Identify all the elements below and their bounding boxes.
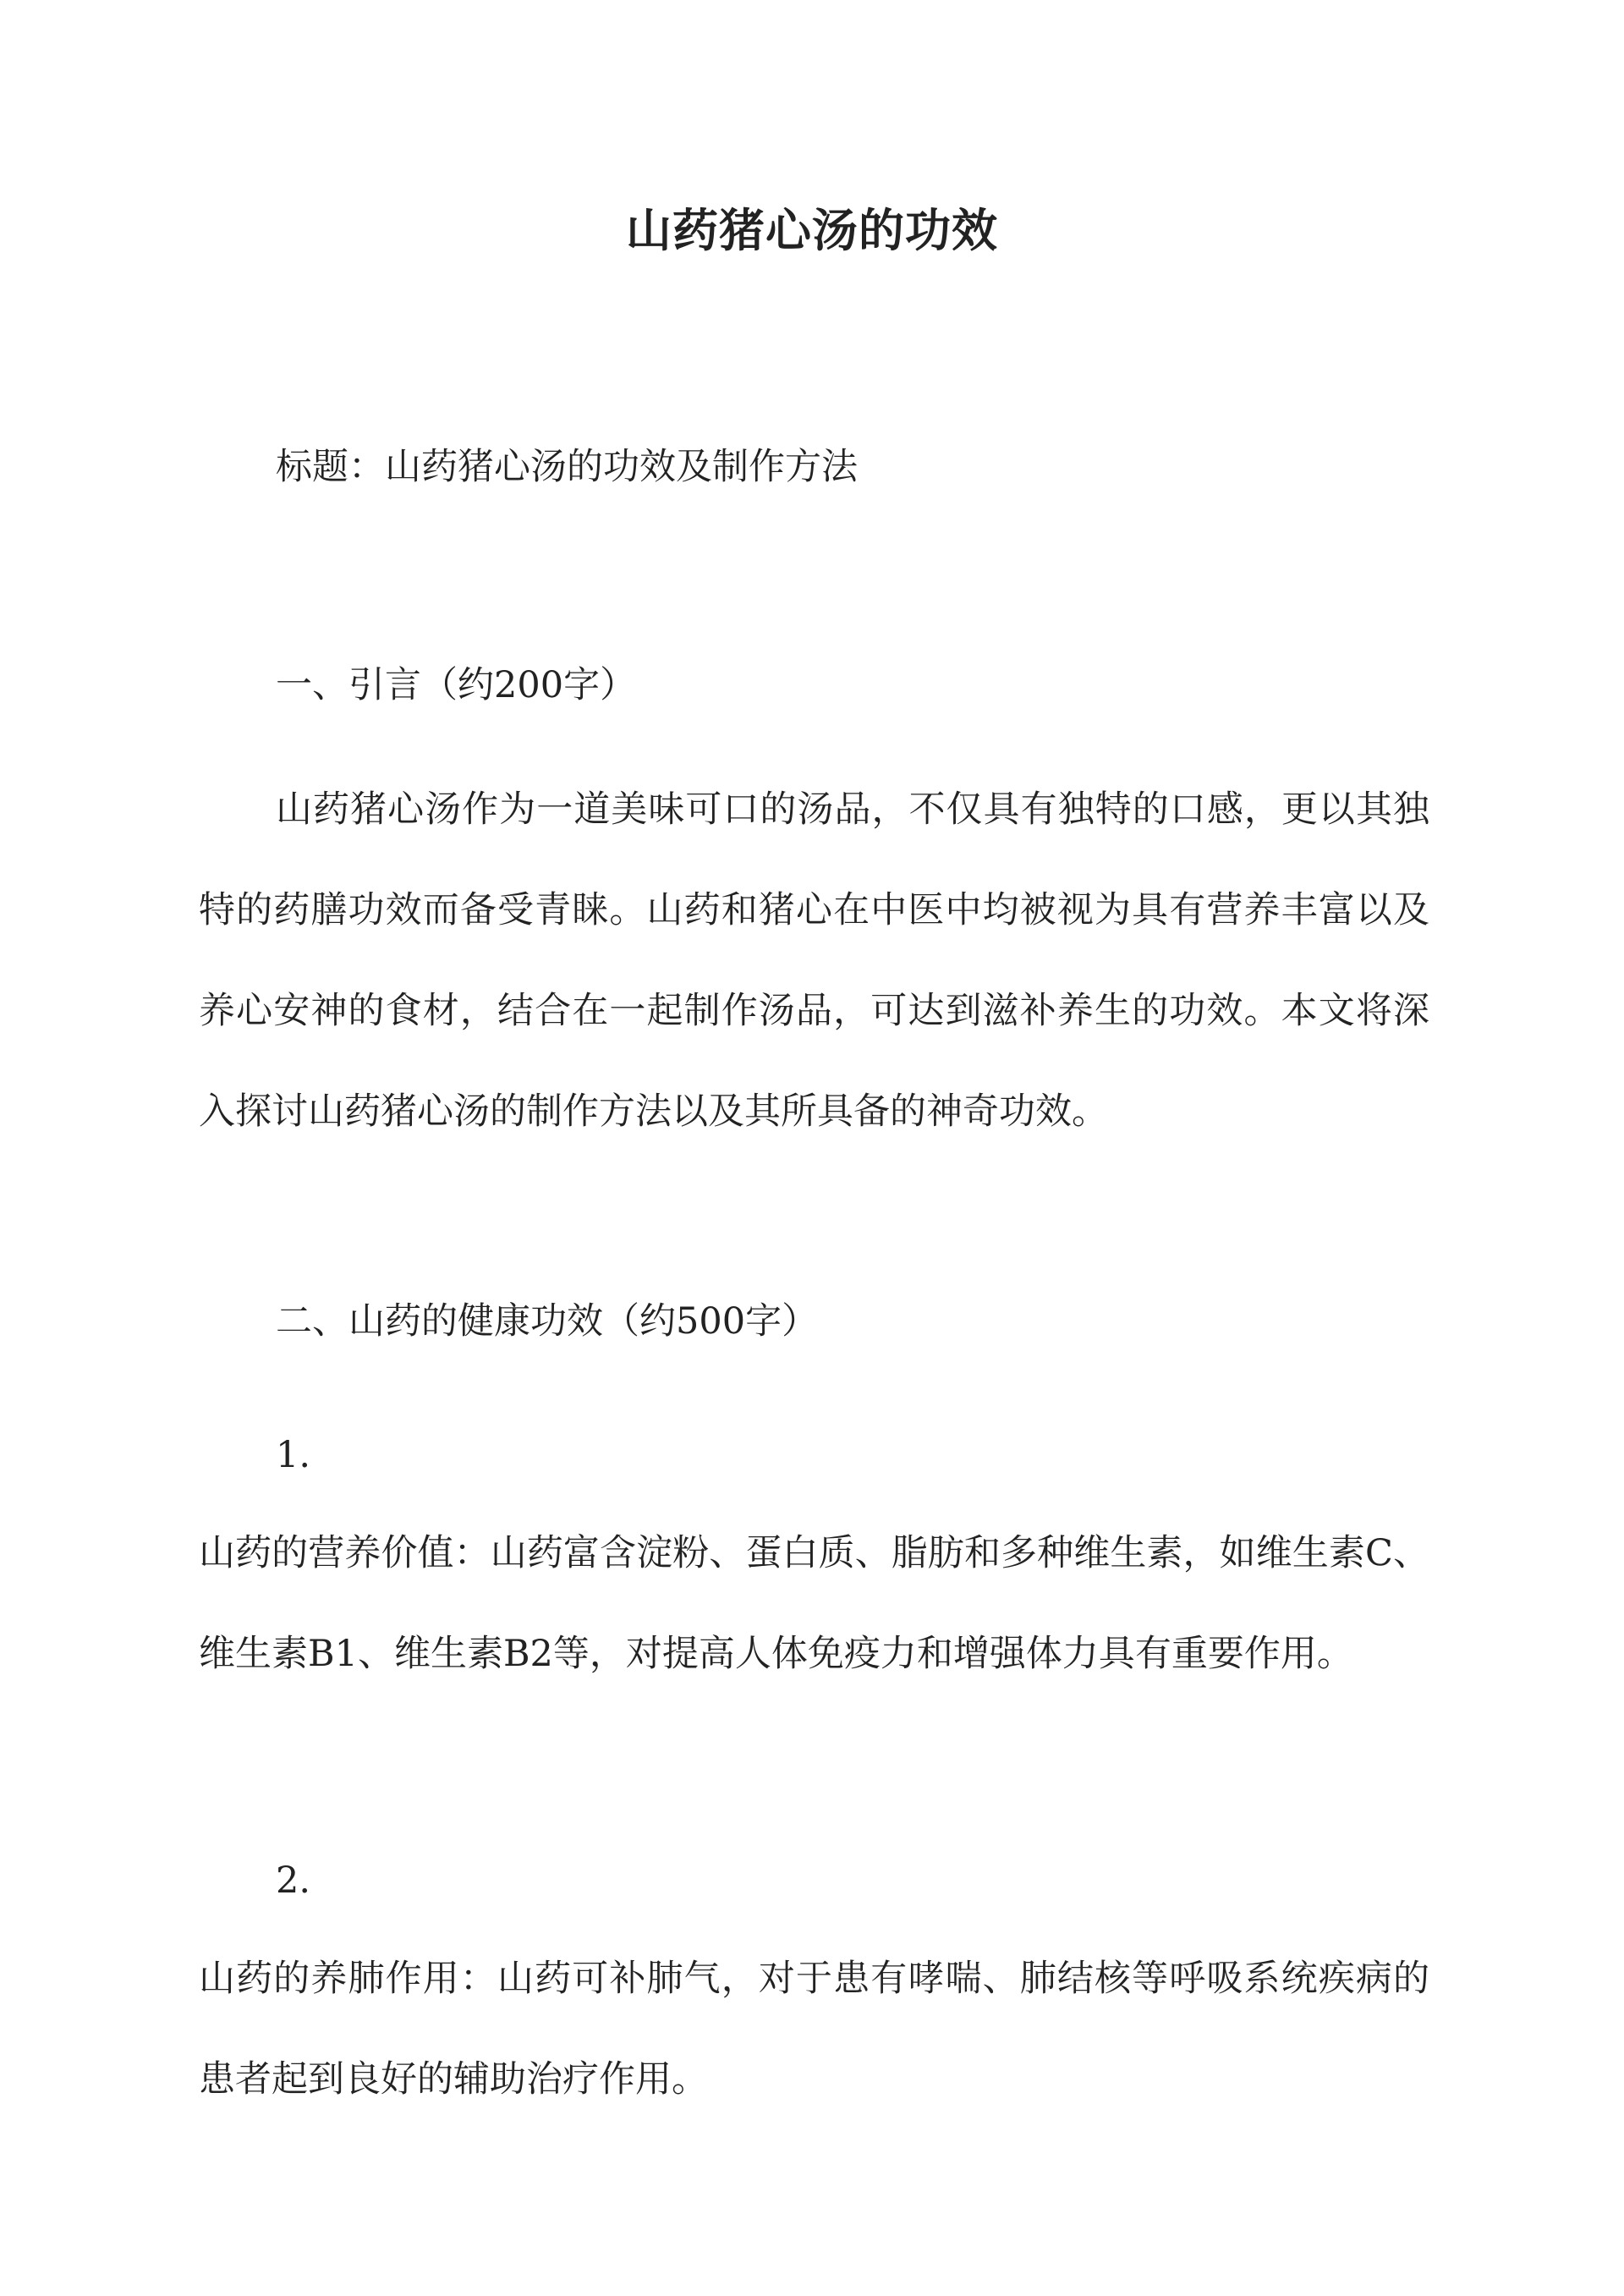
subtitle-line: 标题：山药猪心汤的功效及制作方法 <box>276 446 858 488</box>
list-item-number: 1. <box>276 1434 311 1476</box>
section-2-heading: 二、山药的健康功效（约500字） <box>276 1300 819 1343</box>
list-item-text: 山药的养肺作用：山药可补肺气，对于患有哮喘、肺结核等呼吸系统疾病的患者起到良好的辅助治疗作用。 <box>199 1958 1429 2101</box>
list-item-number: 2. <box>276 1859 311 1902</box>
list-item-text: 山药的营养价值：山药富含淀粉、蛋白质、脂肪和多种维生素，如维生素C、维生素B1、维生素B2等，对提高人体免疫力和增强体力具有重要作用。 <box>199 1532 1429 1675</box>
document-title: 山药猪心汤的功效 <box>626 203 998 257</box>
section-1-paragraph: 山药猪心汤作为一道美味可口的汤品，不仅具有独特的口感，更以其独特的药膳功效而备受青睐。山药和猪心在中医中均被视为具有营养丰富以及养心安神的食材，结合在一起制作汤品，可达到滋补养生的功效。本文将深入探讨山药猪心汤的制作方法以及其所具备的神奇功效。 <box>199 788 1429 1133</box>
section-1-heading: 一、引言（约200字） <box>276 664 637 706</box>
